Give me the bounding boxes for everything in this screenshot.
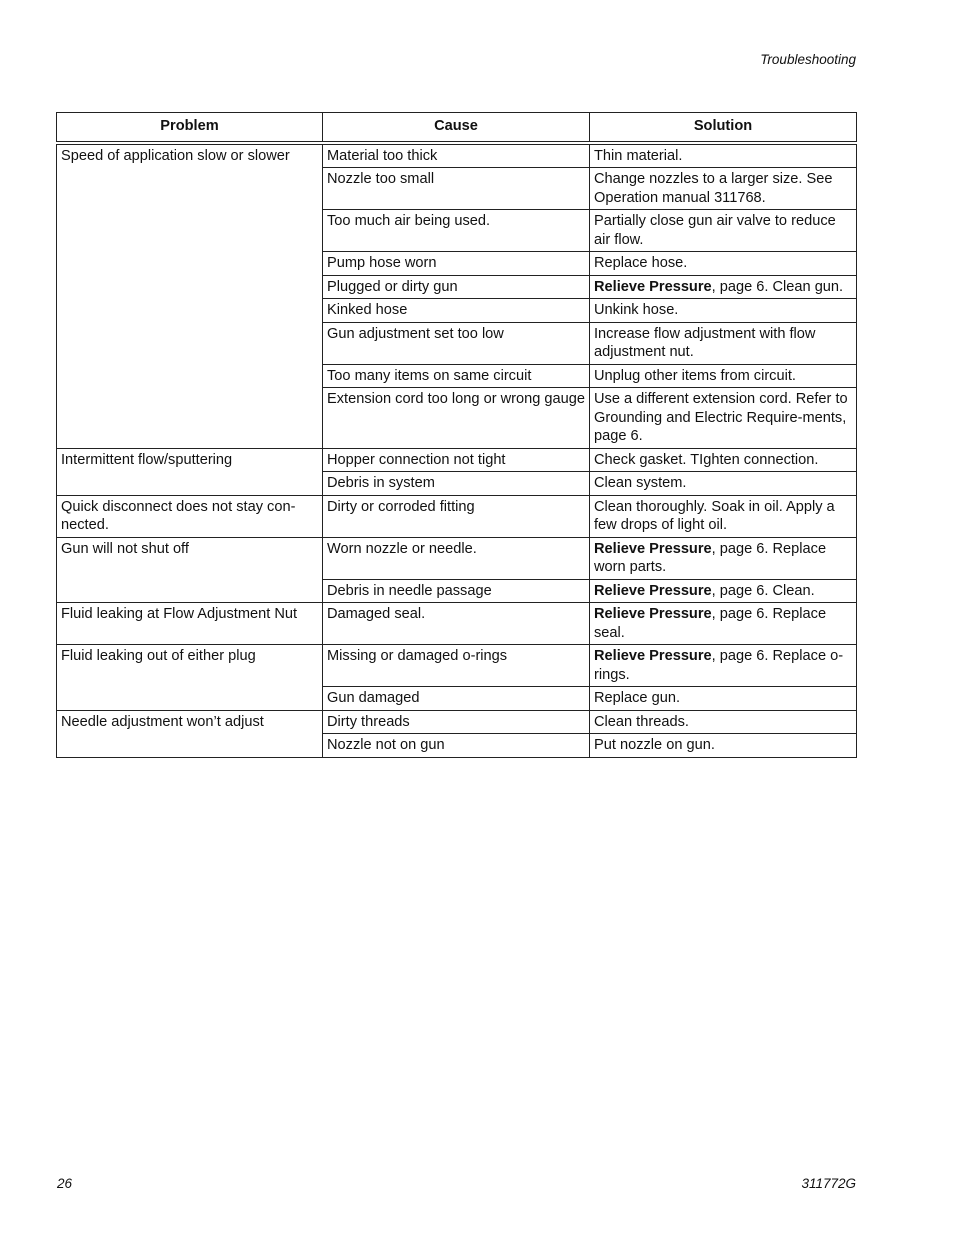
solution-text: Thin material.: [594, 147, 683, 164]
solution-emphasis: Relieve Pressure: [594, 582, 712, 599]
solution-text: Clean thoroughly. Soak in oil. Apply a few drops of light oil.: [594, 498, 835, 533]
cause-cell: Debris in system: [323, 472, 590, 496]
solution-text: , page 6. Replace worn parts.: [594, 540, 827, 575]
cause-cell: Nozzle not on gun: [323, 734, 590, 758]
troubleshooting-table: [56, 112, 857, 758]
solution-emphasis: Relieve Pressure: [594, 540, 712, 557]
solution-text: , page 6. Replace seal.: [594, 606, 827, 641]
solution-cell: [590, 603, 857, 645]
solution-text: Put nozzle on gun.: [594, 737, 715, 753]
solution-cell: [590, 168, 857, 210]
solution-cell: [590, 472, 857, 496]
cause-cell: Debris in needle passage: [323, 579, 590, 603]
solution-cell: [590, 537, 857, 579]
table-row: [57, 710, 857, 734]
solution-text: Increase flow adjustment with flow adjustment nut.: [594, 325, 816, 360]
table-body: [57, 143, 857, 758]
cause-cell: Gun damaged: [323, 687, 590, 711]
problem-cell: Intermittent flow/sputtering: [57, 448, 323, 495]
cause-cell: Damaged seal.: [323, 603, 590, 645]
table-row: [57, 495, 857, 537]
column-header-solution: Solution: [590, 113, 857, 143]
solution-emphasis: Relieve Pressure: [594, 648, 712, 664]
solution-cell: [590, 388, 857, 449]
column-header-problem: Problem: [57, 113, 323, 143]
cause-cell: Plugged or dirty gun: [323, 275, 590, 299]
problem-cell: Fluid leaking out of either plug: [57, 645, 323, 711]
cause-cell: Missing or damaged o-rings: [323, 645, 590, 687]
table-row: [57, 603, 857, 645]
solution-text: Replace gun.: [594, 690, 681, 706]
problem-cell: Quick disconnect does not stay con-nected.: [57, 495, 323, 537]
solution-text: Clean system.: [594, 475, 687, 491]
solution-text: , page 6. Clean.: [711, 582, 815, 599]
solution-text: Check gasket. TIghten connection.: [594, 451, 819, 468]
cause-cell: Extension cord too long or wrong gauge: [323, 388, 590, 449]
problem-cell: Speed of application slow or slower: [57, 143, 323, 449]
cause-cell: Pump hose worn: [323, 252, 590, 276]
solution-text: Use a different extension cord. Refer to Grounding and Electric Require-ments, page 6.: [594, 391, 848, 444]
solution-cell: [590, 299, 857, 323]
cause-cell: Hopper connection not tight: [323, 448, 590, 472]
solution-emphasis: Relieve Pressure: [594, 606, 712, 622]
solution-cell: [590, 448, 857, 472]
solution-cell: [590, 687, 857, 711]
table-row: [57, 448, 857, 472]
solution-text: , page 6. Clean gun.: [711, 278, 844, 295]
solution-emphasis: Relieve Pressure: [594, 278, 712, 295]
column-header-cause: Cause: [323, 113, 590, 143]
solution-text: Unplug other items from circuit.: [594, 367, 796, 384]
document-number: 311772G: [801, 1176, 856, 1191]
solution-cell: [590, 710, 857, 734]
cause-cell: Nozzle too small: [323, 168, 590, 210]
section-title: Troubleshooting: [760, 52, 856, 67]
cause-cell: Dirty or corroded fitting: [323, 495, 590, 537]
solution-text: Partially close gun air valve to reduce air flow.: [594, 213, 836, 248]
table-row: [57, 537, 857, 579]
cause-cell: Kinked hose: [323, 299, 590, 323]
problem-cell: Gun will not shut off: [57, 537, 323, 603]
solution-cell: [590, 210, 857, 252]
solution-cell: [590, 645, 857, 687]
solution-text: Unkink hose.: [594, 302, 679, 318]
table-row: [57, 645, 857, 687]
cause-cell: Gun adjustment set too low: [323, 322, 590, 364]
cause-cell: Material too thick: [323, 143, 590, 168]
solution-cell: [590, 275, 857, 299]
solution-cell: [590, 143, 857, 168]
solution-text: , page 6. Replace o-rings.: [594, 648, 844, 683]
table-header-row: [57, 113, 857, 143]
solution-text: Clean threads.: [594, 713, 689, 730]
cause-cell: Worn nozzle or needle.: [323, 537, 590, 579]
problem-cell: Needle adjustment won’t adjust: [57, 710, 323, 757]
solution-cell: [590, 364, 857, 388]
page-number: 26: [57, 1176, 73, 1191]
solution-cell: [590, 495, 857, 537]
solution-cell: [590, 252, 857, 276]
cause-cell: Dirty threads: [323, 710, 590, 734]
solution-cell: [590, 734, 857, 758]
solution-text: Change nozzles to a larger size. See Operation manual 311768.: [594, 171, 833, 206]
cause-cell: Too many items on same circuit: [323, 364, 590, 388]
problem-cell: Fluid leaking at Flow Adjustment Nut: [57, 603, 323, 645]
solution-text: Replace hose.: [594, 255, 688, 271]
table-row: [57, 143, 857, 168]
solution-cell: [590, 579, 857, 603]
solution-cell: [590, 322, 857, 364]
cause-cell: Too much air being used.: [323, 210, 590, 252]
